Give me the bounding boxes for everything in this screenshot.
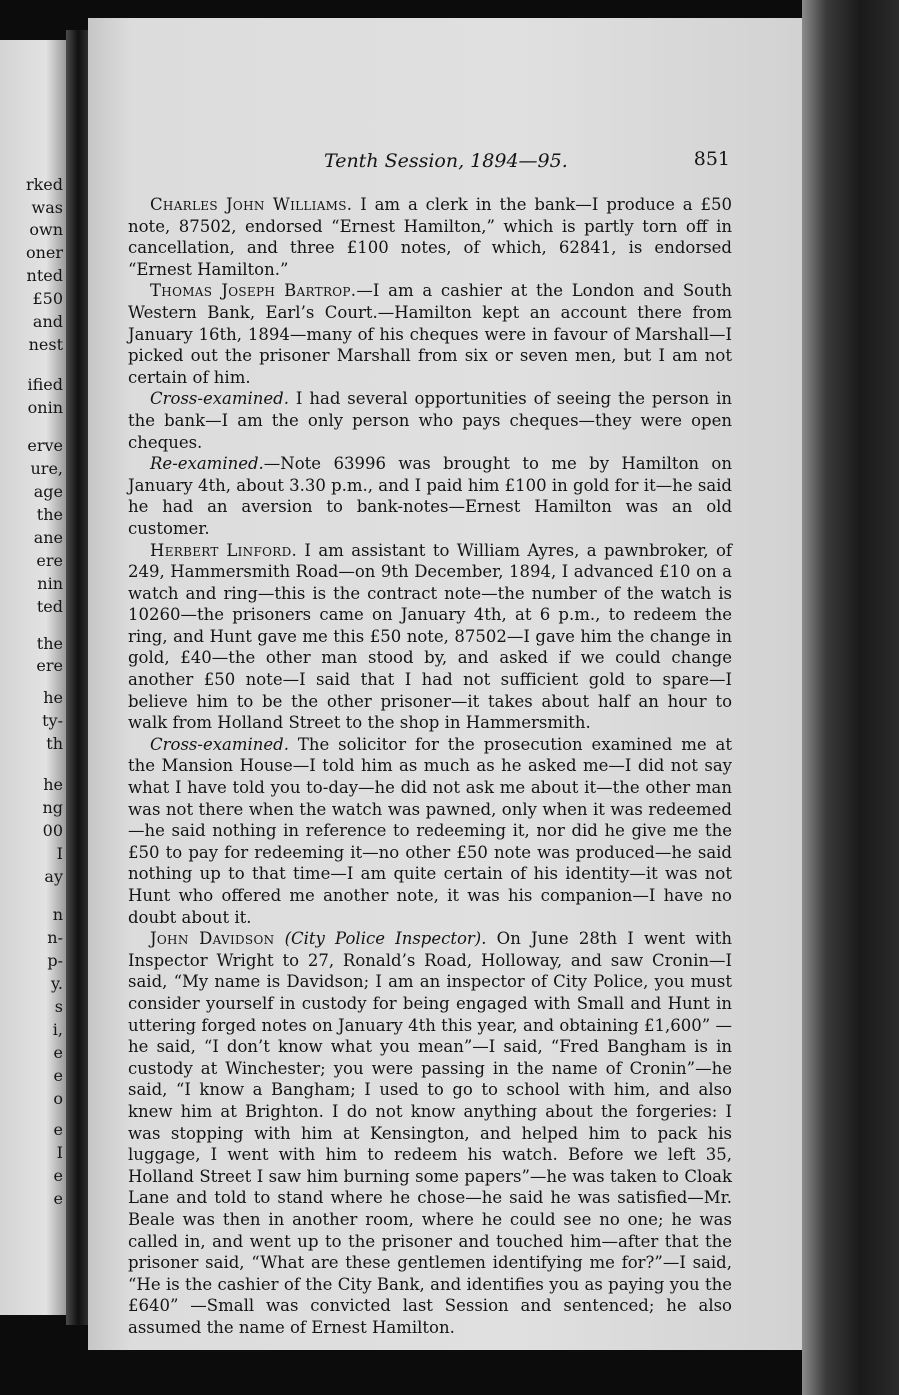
book-gutter (66, 30, 88, 1325)
left-page-fragment: e (53, 1189, 63, 1208)
running-head: Tenth Session, 1894—95. (324, 150, 568, 172)
left-page-fragment: i, (52, 1020, 63, 1039)
left-page-fragment: ted (36, 597, 63, 616)
left-page-fragment: ere (36, 551, 63, 570)
testimony-text: I had several opportunities of seeing the person in the bank—I am the only person who pays cheques—they were open cheques. (128, 389, 732, 452)
left-page-fragment: he (43, 688, 63, 707)
left-page-fragment: nin (37, 574, 63, 593)
paragraph-cross-examined-2 (128, 734, 732, 928)
left-page-fragment: e (53, 1166, 63, 1185)
left-page-fragment: he (43, 775, 63, 794)
paragraph-cross-examined-1 (128, 388, 732, 453)
left-page-fragment: erve (27, 436, 63, 455)
left-page-fragment: own (29, 220, 63, 239)
left-page-fragment: n- (47, 928, 63, 947)
left-page-fragment: e (53, 1043, 63, 1062)
left-page-fragment: I (56, 1143, 63, 1162)
paragraph-bartrop (128, 280, 732, 388)
left-page-fragment: £50 (32, 289, 63, 308)
paragraph-davidson (128, 928, 732, 1338)
page-header (88, 146, 802, 176)
left-page-fragment: nted (26, 266, 63, 285)
testimony-text: I am a clerk in the bank—I produce a £50 note, 87502, endorsed “Ernest Hamilton,” which is partly torn off in cancellation, and three £100 notes, of which, 62841, is endorsed “Ernest Hamilton.” (128, 195, 732, 279)
testimony-text: I am assistant to William Ayres, a pawnbroker, of 249, Hammersmith Road—on 9th December, 1894, I advanced £10 on a watch and ring—this is the contract note—the number of the watch is 10260—the prisoners came on January 4th, at 6 p.m., to redeem the ring, and Hunt gave me this £50 note, 87502—I gave him the change in gold, £40—the other man stood by, and asked if we could change another £50 note—I said that I had not sufficient gold to spare—I believe him to be the other prisoner—it takes about half an hour to walk from Holland Street to the shop in Hammersmith. (128, 540, 732, 733)
left-page-fragment: ere (36, 656, 63, 675)
left-page-fragment: I (56, 844, 63, 863)
paragraph-williams (128, 194, 732, 280)
testimony-text: On June 28th I went with Inspector Wright to 27, Ronald’s Road, Holloway, and saw Cronin—I said, “My name is Davidson; I am an inspector of City Police, you must consider yourself in custody for being engaged with Small and Hunt in uttering forged notes on January 4th this year, and obtaining £1,600” —he said, “I don’t know what you mean”—I said, “Fred Bangham is in custody at Winchester; you were passing in the name of Cronin”—he said, “I know a Bangham; I used to go to school with him, and also knew him at Brighton. I do not know anything about the forgeries: I was stopping with him at Kensington, and helped him to pack his luggage, I went with him to redeem his watch. Before we left 35, Holland Street I saw him burning some papers”—he was taken to Cloak Lane and told to stand where he chose—he said he was satisfied—Mr. Beale was then in another room, where he could see no one; he was called in, and went up to the prisoner and touched him—after that the prisoner said, “What are these gentlemen identifying me for?”—I said, “He is the cashier of the City Bank, and identifies you as paying you the £640” —Small was convicted last Session and sentenced; he also assumed the name of Ernest Hamilton. (128, 929, 732, 1337)
examination-label: Cross-examined. (150, 389, 289, 409)
speaker-name: John Davidson (150, 929, 275, 949)
examination-label: Re-examined. (150, 454, 264, 474)
left-page-fragment: was (31, 198, 63, 217)
speaker-name: Thomas Joseph Bartrop. (150, 281, 357, 301)
left-page-fragment: n (52, 905, 63, 924)
left-page-fragment: ty- (42, 711, 63, 730)
left-page-fragment: 00 (42, 821, 63, 840)
left-page-fragment: th (46, 734, 63, 753)
page-body (128, 194, 732, 1338)
left-page-fragment: onin (27, 398, 63, 417)
testimony-text: —I am a cashier at the London and South Western Bank, Earl’s Court.—Hamilton kept an account there from January 16th, 1894—many of his cheques were in favour of Marshall—I picked out the prisoner Marshall from six or seven men, but I am not certain of him. (128, 281, 732, 387)
examination-label: Cross-examined. (150, 734, 289, 754)
left-page-fragment: p- (47, 951, 63, 970)
left-page-fragment: the (36, 505, 63, 524)
left-page-fragment: ane (33, 528, 63, 547)
left-page-fragment: ure, (30, 459, 63, 478)
testimony-text: The solicitor for the prosecution examined me at the Mansion House—I told him as much as he asked me—I did not say what I have told you to-day—he did not ask me about it—the other man was not there when the watch was pawned, only when it was redeemed—he said nothing in reference to redeeming it, nor did he give me the £50 to pay for redeeming it—no other £50 note was produced—he said nothing up to that time—I am quite certain of his identity—it was not Hunt who offered me another note, it was his companion—I have no doubt about it. (128, 734, 732, 927)
left-page-fragment: ay (44, 867, 63, 886)
speaker-role: (City Police Inspector). (284, 929, 487, 949)
left-page-fragment: ified (27, 375, 63, 394)
left-page-fragment: e (53, 1066, 63, 1085)
page-stack-edge (802, 0, 899, 1395)
speaker-name: Charles John Williams. (150, 195, 353, 214)
left-page-fragment: y. (51, 974, 63, 993)
paragraph-re-examined (128, 453, 732, 539)
testimony-text: —Note 63996 was brought to me by Hamilton on January 4th, about 3.30 p.m., and I paid him £100 in gold for it—he said he had an aversion to bank-notes—Ernest Hamilton was an old customer. (128, 454, 732, 538)
left-page-fragment: ng (42, 798, 63, 817)
left-page-edge (0, 40, 66, 1315)
left-page-fragment: the (36, 634, 63, 653)
speaker-name: Herbert Linford. (150, 540, 298, 560)
book-page (88, 18, 802, 1350)
left-page-fragment: e (53, 1120, 63, 1139)
left-page-fragment: nest (28, 335, 63, 354)
page-number: 851 (693, 148, 730, 170)
left-page-fragment: rked (25, 175, 63, 194)
left-page-fragment: s (54, 997, 63, 1016)
left-page-fragment: and (32, 312, 63, 331)
left-page-fragment: age (33, 482, 63, 501)
left-page-fragment: o (53, 1089, 63, 1108)
left-page-fragment: oner (25, 243, 63, 262)
paragraph-linford (128, 540, 732, 734)
